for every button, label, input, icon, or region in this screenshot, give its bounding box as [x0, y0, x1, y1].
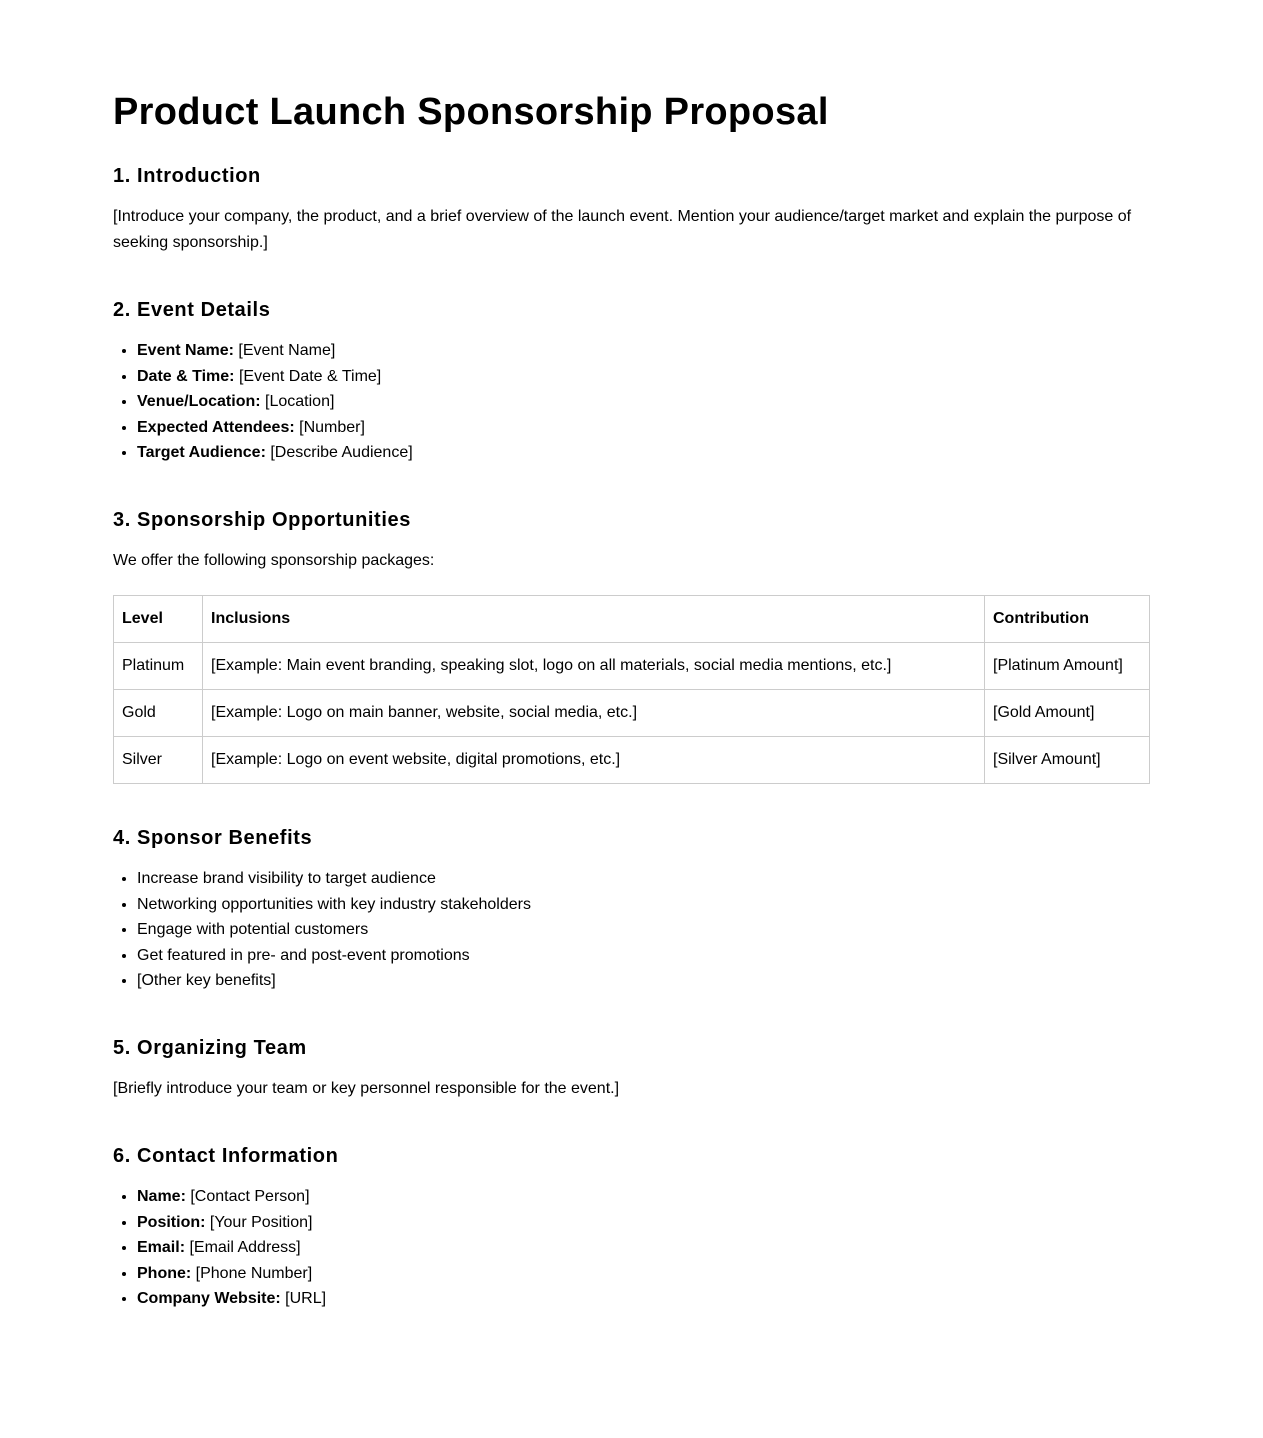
list-item — [137, 389, 1150, 415]
section-contact-information — [113, 1140, 1150, 1312]
table-row — [114, 736, 1150, 783]
page-title: Product Launch Sponsorship Proposal — [113, 91, 829, 133]
cell-inclusions: [Example: Logo on event website, digital promotions, etc.] — [203, 736, 985, 783]
cell-level: Silver — [114, 736, 203, 783]
item-value: [Contact Person] — [185, 1187, 310, 1205]
item-label: Phone: — [137, 1264, 192, 1282]
cell-contribution: [Gold Amount] — [985, 689, 1150, 736]
document-body — [113, 160, 1150, 1312]
section-sponsorship-opportunities — [113, 504, 1150, 784]
list-item: • [Other key benefits] — [137, 968, 1150, 994]
table-row — [114, 642, 1150, 689]
section-introduction — [113, 160, 1150, 256]
item-label: Date & Time: — [137, 367, 235, 385]
table-row — [114, 689, 1150, 736]
column-header-contribution: Contribution — [985, 595, 1150, 642]
item-label: Event Name: — [137, 342, 234, 359]
section-heading: 3. Sponsorship Opportunities — [113, 508, 411, 531]
item-value: [Your Position] — [205, 1213, 313, 1231]
section-event-details — [113, 294, 1150, 466]
column-header-level: Level — [114, 595, 203, 642]
section-sponsor-benefits — [113, 822, 1150, 994]
list-item: • Increase brand visibility to target audience — [137, 866, 1150, 892]
team-paragraph: [Briefly introduce your team or key personnel responsible for the event.] — [113, 1079, 620, 1097]
section-heading: 2. Event Details — [113, 299, 271, 321]
opportunities-intro: We offer the following sponsorship packages: — [113, 551, 435, 569]
item-value: [Email Address] — [185, 1239, 301, 1257]
list-item: • Get featured in pre- and post-event promotions — [137, 943, 1150, 969]
list-item — [137, 1184, 1150, 1210]
list-item — [137, 1261, 1150, 1287]
cell-level: Gold — [114, 689, 203, 736]
benefits-list — [113, 866, 1150, 994]
list-item — [137, 338, 1150, 364]
item-label: Expected Attendees: — [137, 418, 295, 436]
section-heading: 4. Sponsor Benefits — [113, 826, 313, 849]
section-heading: 6. Contact Information — [113, 1144, 339, 1167]
item-value: [Event Name] — [233, 342, 336, 359]
item-value: [Describe Audience] — [265, 444, 413, 462]
list-item: • Networking opportunities with key industry stakeholders — [137, 892, 1150, 918]
item-label: Name: — [137, 1187, 186, 1205]
column-header-inclusions: Inclusions — [203, 595, 985, 642]
sponsorship-table — [113, 595, 1150, 784]
item-value: [Phone Number] — [191, 1264, 313, 1282]
cell-inclusions: [Example: Main event branding, speaking slot, logo on all materials, social media mentions, etc.] — [203, 642, 985, 689]
event-details-list — [113, 338, 1150, 466]
section-heading: 5. Organizing Team — [113, 1036, 307, 1059]
item-label: Email: — [137, 1239, 186, 1257]
intro-paragraph: [Introduce your company, the product, and a brief overview of the launch event. Mention your audience/target market and explain the purpose of seeking sponsorship.] — [113, 208, 1132, 251]
item-value: [Location] — [260, 393, 335, 411]
item-label: Company Website: — [137, 1290, 281, 1308]
list-item: • Engage with potential customers — [137, 917, 1150, 943]
item-value: [Event Date & Time] — [234, 367, 382, 385]
section-heading: 1. Introduction — [113, 165, 261, 187]
cell-inclusions: [Example: Logo on main banner, website, social media, etc.] — [203, 689, 985, 736]
item-label: Target Audience: — [137, 444, 266, 462]
list-item — [137, 440, 1150, 466]
item-value: [Number] — [294, 418, 365, 436]
list-item — [137, 364, 1150, 390]
section-organizing-team — [113, 1032, 1150, 1102]
cell-contribution: [Silver Amount] — [985, 736, 1150, 783]
item-label: Position: — [137, 1213, 206, 1231]
item-label: Venue/Location: — [137, 393, 261, 411]
cell-contribution: [Platinum Amount] — [985, 642, 1150, 689]
list-item — [137, 415, 1150, 441]
table-header-row — [114, 595, 1150, 642]
cell-level: Platinum — [114, 642, 203, 689]
contact-list — [113, 1184, 1150, 1312]
item-value: [URL] — [280, 1290, 327, 1308]
list-item — [137, 1286, 1150, 1312]
list-item — [137, 1210, 1150, 1236]
list-item — [137, 1235, 1150, 1261]
